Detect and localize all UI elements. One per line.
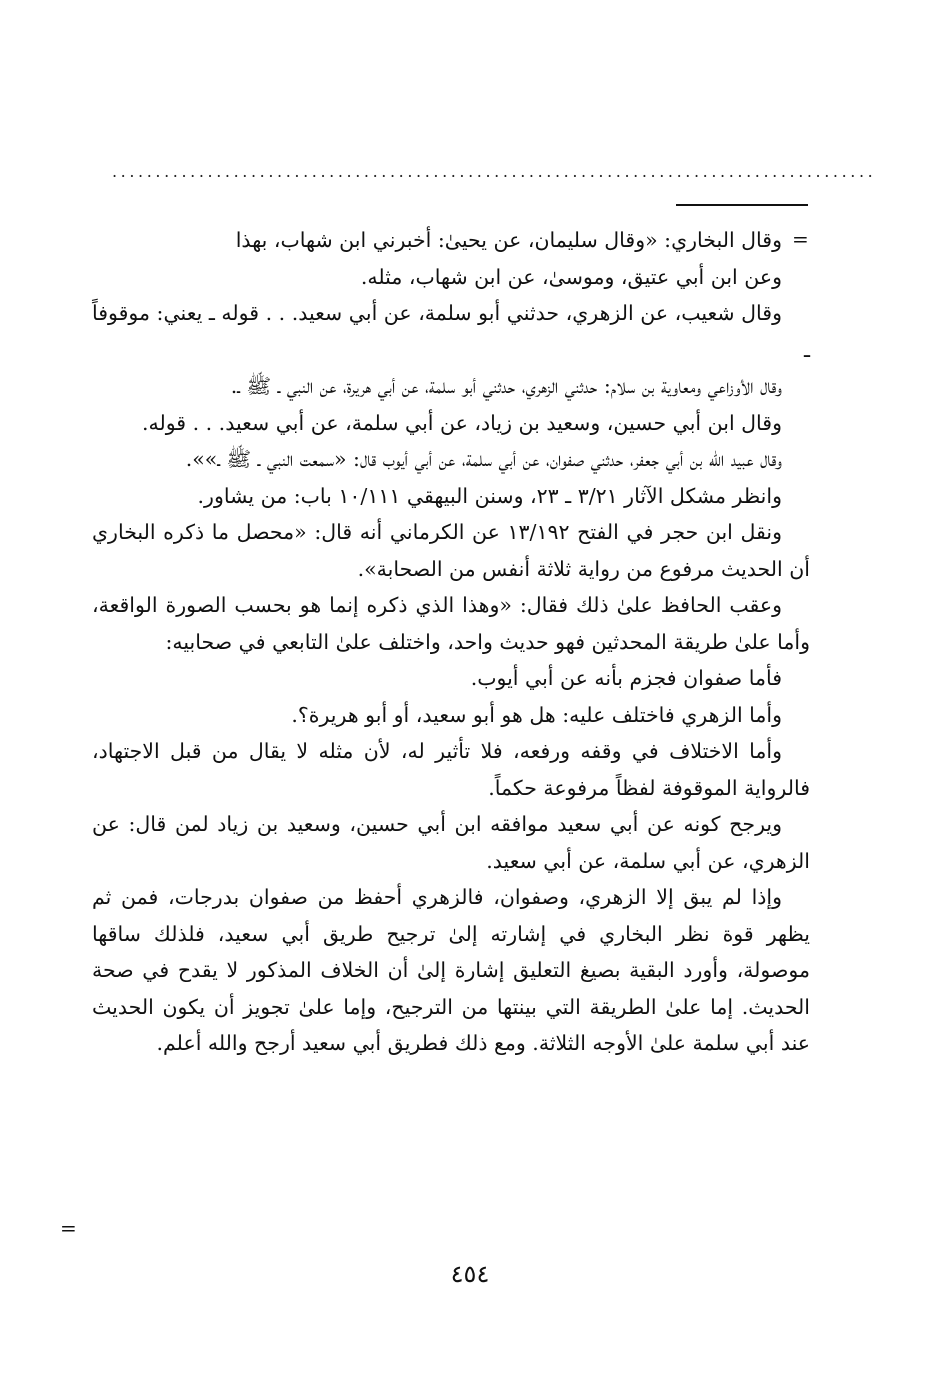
- dotted-separator: ........................................................................................: [112, 162, 877, 181]
- paragraph: ونقل ابن حجر في الفتح ١٣/١٩٢ عن الكرماني أنه قال: «محصل ما ذكره البخاري أن الحديث مرفوع من رواية ثلاثة أنفس من الصحابة».: [92, 520, 810, 581]
- continuation-mark-top: =: [792, 227, 809, 251]
- paragraph: وعن ابن أبي عتيق، وموسىٰ، عن ابن شهاب، مثله.: [360, 264, 782, 289]
- footnote-text: [92, 222, 810, 1062]
- paragraph: وإذا لم يبق إلا الزهري، وصفوان، فالزهري أحفظ من صفوان بدرجات، فمن ثم يظهر قوة نظر البخاري في إشارته إلىٰ ترجيح طريق أبي سعيد، فلذلك ساقها موصولة، وأورد البقية بصيغ التعليق إشارة إلىٰ أن الخلاف المذكور لا يقدح في صحة الحديث. إما علىٰ الطريقة التي بينتها من الترجيح، وإما علىٰ تجويز أن يكون الحديث عند أبي سلمة علىٰ الأوجه الثلاثة. ومع ذلك فطريق أبي سعيد أرجح والله أعلم.: [92, 885, 810, 1055]
- page-number: ٤٥٤: [450, 1260, 490, 1288]
- paragraph: وقال البخاري: «وقال سليمان، عن يحيىٰ: أخبرني ابن شهاب، بهذا: [235, 228, 782, 252]
- continuation-mark-bottom: =: [60, 1216, 77, 1240]
- paragraph: وعقب الحافظ علىٰ ذلك فقال: «وهذا الذي ذكره إنما هو بحسب الصورة الواقعة، وأما علىٰ طريقة المحدثين فهو حديث واحد، واختلف علىٰ التابعي في صحابيه:: [92, 593, 810, 654]
- paragraph: فأما صفوان فجزم بأنه عن أبي أيوب.: [470, 666, 782, 690]
- paragraph: وانظر مشكل الآثار ٣/٢١ ـ ٢٣، وسنن البيهقي ١٠/١١١ باب: من يشاور.: [197, 483, 782, 508]
- paragraph: وأما الزهري فاختلف عليه: هل هو أبو سعيد، أو أبو هريرة؟.: [291, 702, 782, 727]
- paragraph: وقال شعيب، عن الزهري، حدثني أبو سلمة، عن أبي سعيد. . . قوله ـ يعني: موقوفاً ـ: [92, 301, 810, 362]
- paragraph: وأما الاختلاف في وقفه ورفعه، فلا تأثير له، لأن مثله لا يقال من قبل الاجتهاد، فالرواية الموقوفة لفظاً مرفوعة حكماً.: [92, 739, 810, 800]
- paragraph: وقال عبيد الله بن أبي جعفر، حدثني صفوان، عن أبي سلمة، عن أبي أيوب قال: «سمعت النبي ـ ﷺ ـ»».: [185, 447, 782, 471]
- paragraph: وقال ابن أبي حسين، وسعيد بن زياد، عن أبي سلمة، عن أبي سعيد. . . قوله.: [141, 410, 782, 435]
- paragraph: وقال الأوزاعي ومعاوية بن سلام: حدثني الزهري، حدثني أبو سلمة، عن أبي هريرة، عن النبي ـ ﷺ ـ.: [230, 374, 782, 398]
- paragraph: ويرجح كونه عن أبي سعيد موافقه ابن أبي حسين، وسعيد بن زياد لمن قال: عن الزهري، عن أبي سلمة، عن أبي سعيد.: [92, 812, 810, 873]
- footnote-rule: [676, 204, 808, 206]
